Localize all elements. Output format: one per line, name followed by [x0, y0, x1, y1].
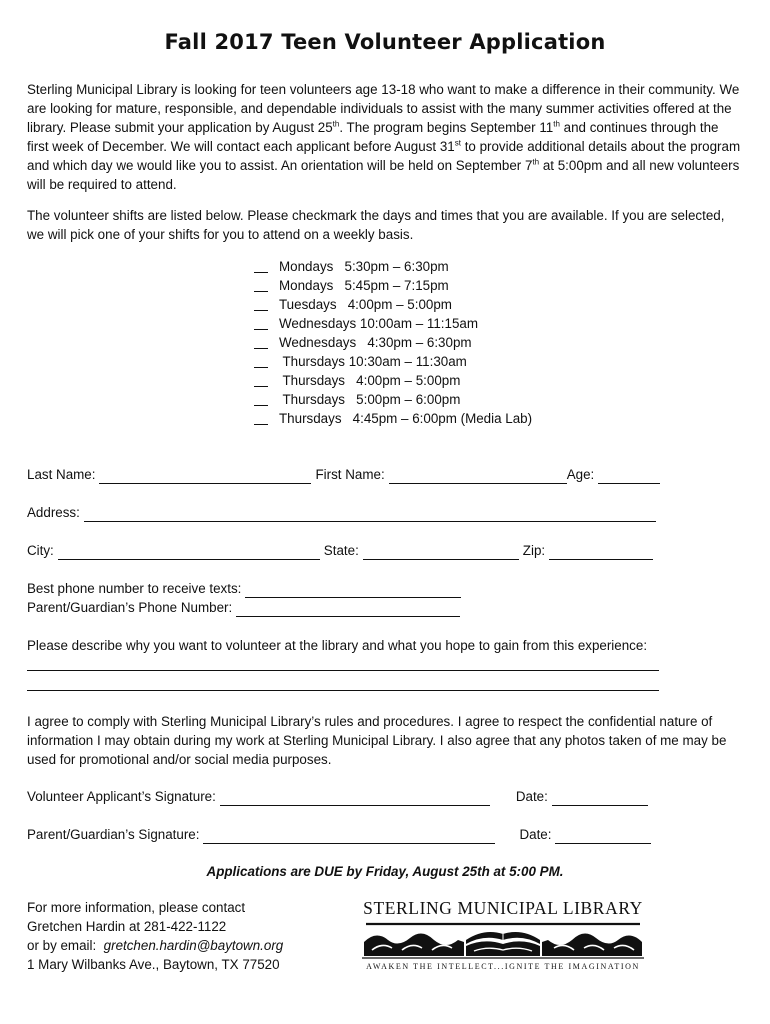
describe-answer-line[interactable]	[27, 670, 659, 671]
age-field[interactable]	[598, 469, 660, 484]
contact-email-line: or by email: gretchen.hardin@baytown.org	[27, 938, 284, 953]
guardian-date-label: Date:	[519, 827, 552, 842]
intro-paragraph: Sterling Municipal Library is looking for teen volunteers age 13-18 who want to make a difference in their community. We are looking for mature, responsible, and dependable individuals to assist with the many summer activities offered at the library. Please submit your application by August 25th. The program begins September 11th and continues through the first week of December. We will contact each applicant before August 31st to provide additional details about the program and which day we would like you to assist. An orientation will be held on September 7th at 5:00pm and all new volunteers will be required to attend.	[27, 82, 741, 192]
open-book-waves-icon	[362, 920, 644, 960]
checkmark-blank[interactable]	[254, 279, 268, 292]
checkmark-blank[interactable]	[254, 298, 268, 311]
city-row	[27, 542, 653, 560]
first-name-field[interactable]	[389, 469, 567, 484]
age-label: Age:	[566, 467, 595, 482]
address-label: Address:	[27, 505, 80, 520]
library-logo	[362, 898, 644, 984]
guardian-signature-label: Parent/Guardian’s Signature:	[27, 827, 200, 842]
city-label: City:	[27, 543, 54, 558]
guardian-signature-field[interactable]	[203, 829, 495, 844]
contact-line: For more information, please contact	[27, 900, 246, 915]
guardian-signature-row	[27, 826, 651, 844]
guardian-date-field[interactable]	[555, 829, 651, 844]
phone-texts-row	[27, 580, 461, 598]
volunteer-signature-label: Volunteer Applicant’s Signature:	[27, 789, 216, 804]
describe-prompt: Please describe why you want to volunteer at the library and what you hope to gain from this experience:	[27, 638, 648, 653]
first-name-label: First Name:	[315, 467, 385, 482]
checkmark-blank[interactable]	[254, 336, 268, 349]
city-field[interactable]	[58, 545, 320, 560]
logo-name: STERLING MUNICIPAL LIBRARY	[363, 898, 643, 918]
checkmark-blank[interactable]	[254, 317, 268, 330]
guardian-phone-field[interactable]	[236, 602, 460, 617]
guardian-phone-label: Parent/Guardian’s Phone Number:	[27, 600, 233, 615]
checkmark-blank[interactable]	[254, 355, 268, 368]
last-name-field[interactable]	[99, 469, 311, 484]
shift-option[interactable]: Thursdays 5:00pm – 6:00pm	[254, 390, 532, 409]
shift-option[interactable]: Thursdays 4:00pm – 5:00pm	[254, 371, 532, 390]
guardian-phone-row	[27, 599, 460, 617]
zip-label: Zip:	[522, 543, 546, 558]
volunteer-date-field[interactable]	[552, 791, 648, 806]
phone-texts-field[interactable]	[245, 583, 461, 598]
page-title: Fall 2017 Teen Volunteer Application	[164, 30, 606, 54]
volunteer-signature-row	[27, 788, 648, 806]
shift-option[interactable]: Thursdays 10:30am – 11:30am	[254, 352, 532, 371]
volunteer-signature-field[interactable]	[220, 791, 490, 806]
shift-option[interactable]: Mondays 5:30pm – 6:30pm	[254, 257, 532, 276]
contact-email[interactable]: gretchen.hardin@baytown.org	[103, 938, 284, 953]
volunteer-date-label: Date:	[515, 789, 548, 804]
address-row	[27, 504, 656, 522]
shift-option[interactable]: Mondays 5:45pm – 7:15pm	[254, 276, 532, 295]
zip-field[interactable]	[549, 545, 653, 560]
state-label: State:	[323, 543, 359, 558]
logo-tagline: AWAKEN THE INTELLECT...IGNITE THE IMAGINATION	[366, 962, 640, 971]
shifts-intro: The volunteer shifts are listed below. Please checkmark the days and times that you are available. If you are selected, we will pick one of your shifts for you to attend on a weekly basis.	[27, 208, 725, 242]
due-notice: Applications are DUE by Friday, August 25th at 5:00 PM.	[206, 864, 564, 879]
shift-option[interactable]: Wednesdays 4:30pm – 6:30pm	[254, 333, 532, 352]
contact-line: Gretchen Hardin at 281-422-1122	[27, 919, 227, 934]
shift-list	[254, 257, 532, 428]
checkmark-blank[interactable]	[254, 412, 268, 425]
describe-answer-line[interactable]	[27, 690, 659, 691]
agreement-text: I agree to comply with Sterling Municipal Library’s rules and procedures. I agree to respect the confidential nature of information I may obtain during my work at Sterling Municipal Library. I also agree that any photos taken of me may be used for promotional and/or social media purposes.	[27, 714, 727, 767]
checkmark-blank[interactable]	[254, 393, 268, 406]
state-field[interactable]	[363, 545, 519, 560]
checkmark-blank[interactable]	[254, 374, 268, 387]
shift-option[interactable]: Wednesdays 10:00am – 11:15am	[254, 314, 532, 333]
shift-option[interactable]: Thursdays 4:45pm – 6:00pm (Media Lab)	[254, 409, 532, 428]
phone-texts-label: Best phone number to receive texts:	[27, 581, 242, 596]
last-name-label: Last Name:	[27, 467, 96, 482]
contact-info	[27, 898, 283, 974]
checkmark-blank[interactable]	[254, 260, 268, 273]
address-field[interactable]	[84, 507, 656, 522]
contact-line: 1 Mary Wilbanks Ave., Baytown, TX 77520	[27, 957, 280, 972]
shift-option[interactable]: Tuesdays 4:00pm – 5:00pm	[254, 295, 532, 314]
name-row	[27, 466, 660, 484]
